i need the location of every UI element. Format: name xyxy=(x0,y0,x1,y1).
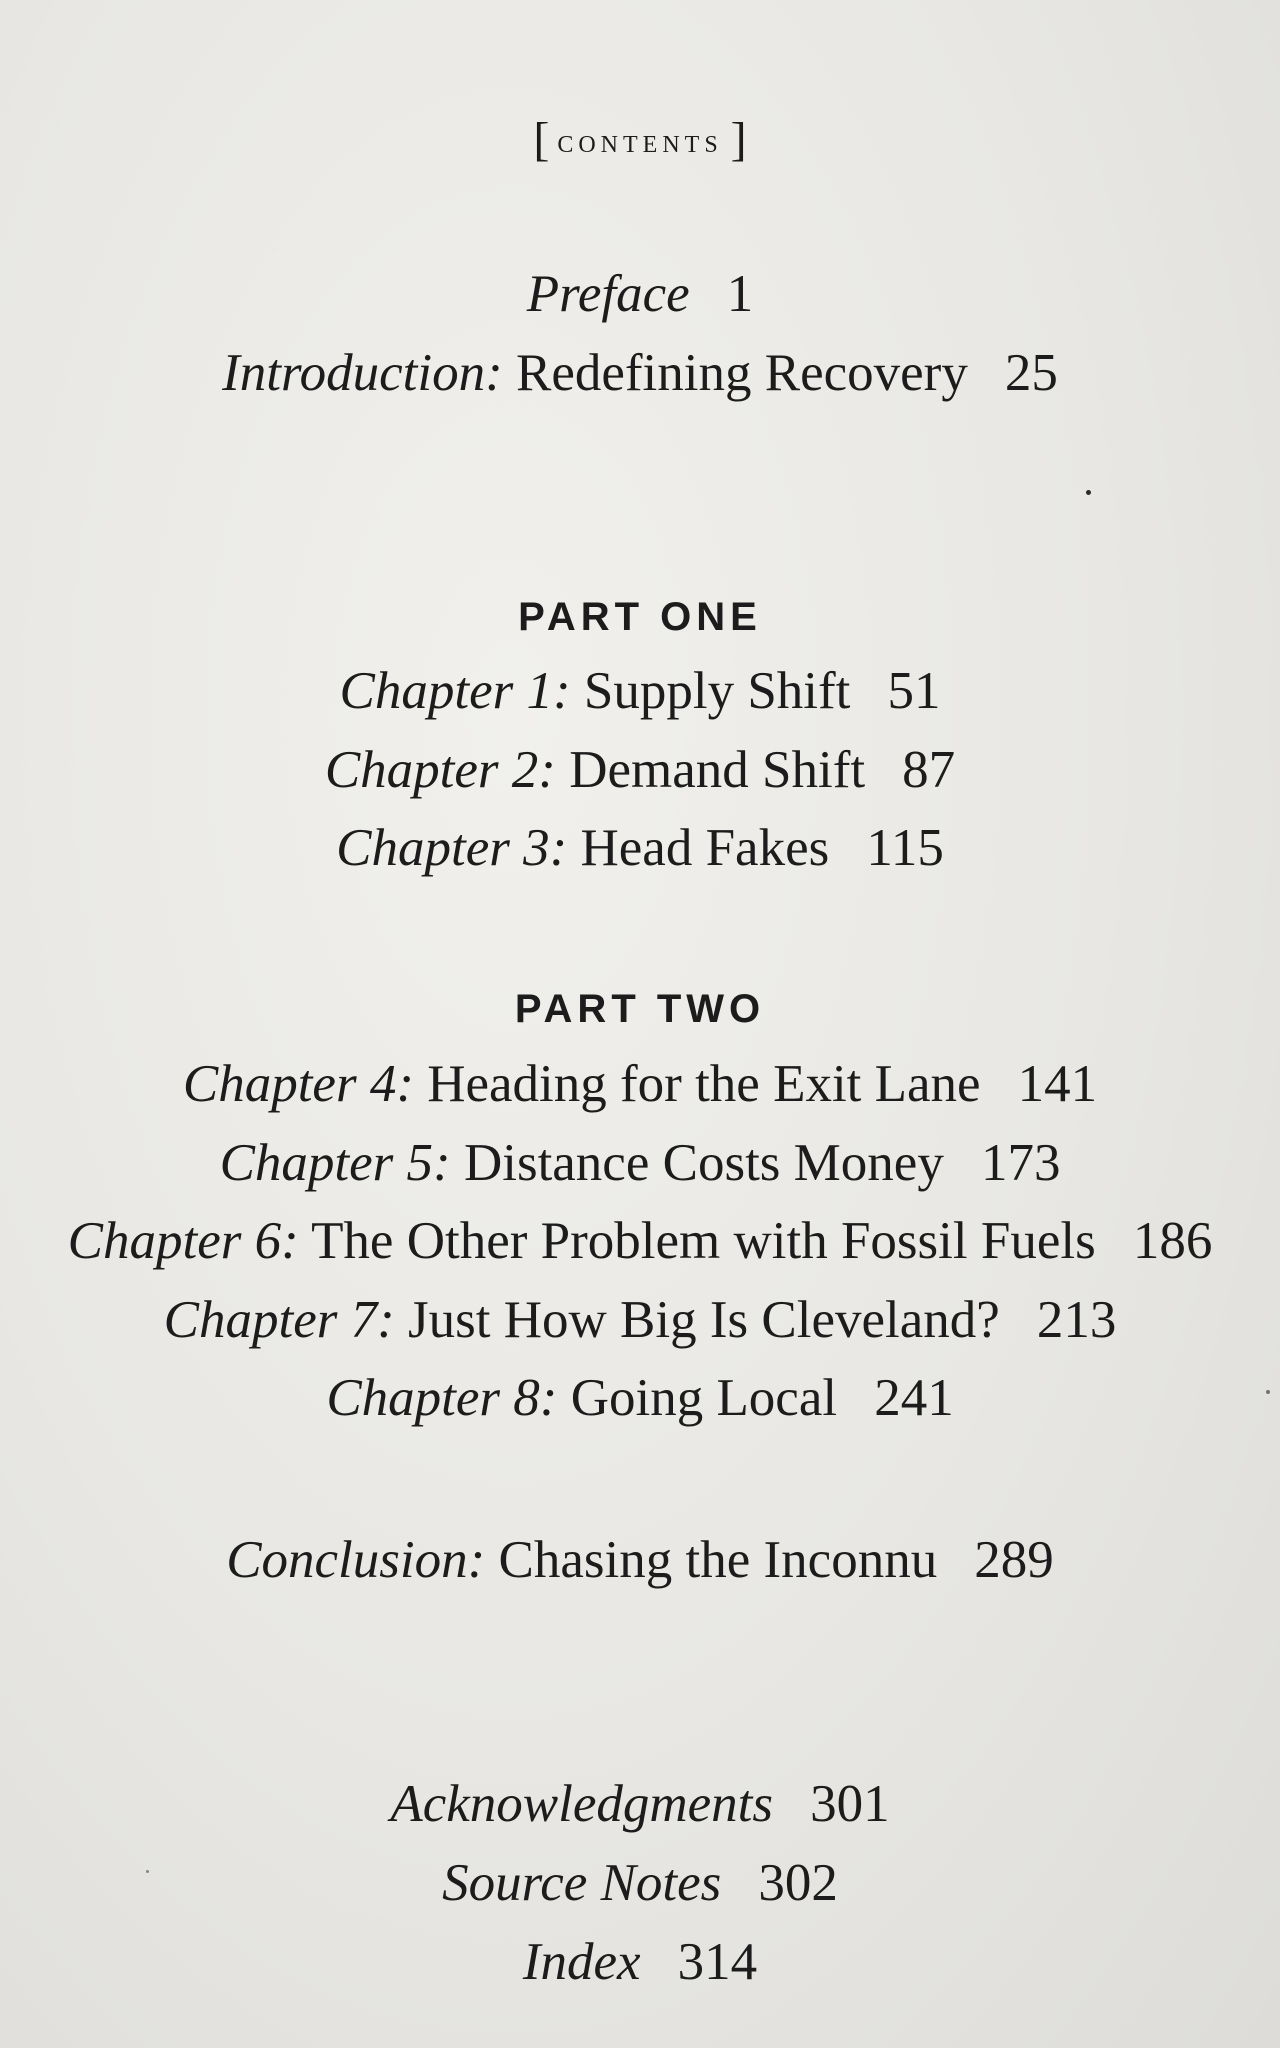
entry-title: The Other Problem with Fossil Fuels xyxy=(311,1212,1096,1270)
paper-speck xyxy=(146,1870,149,1873)
entry-page-number: 302 xyxy=(758,1854,838,1912)
entry-title: Supply Shift xyxy=(583,662,851,720)
toc-entry-index[interactable] xyxy=(0,1933,1280,1991)
entry-lead: Chapter 8: xyxy=(326,1369,558,1427)
entry-page-number: 173 xyxy=(980,1134,1061,1192)
entry-lead: Chapter 6: xyxy=(67,1212,299,1270)
part-two-heading: PART TWO xyxy=(514,987,766,1031)
contents-title: contents xyxy=(557,123,723,160)
open-bracket: [ xyxy=(533,113,550,166)
part-one-heading: PART ONE xyxy=(518,595,762,639)
entry-page-number: 87 xyxy=(902,741,956,799)
paper-speck xyxy=(1266,1390,1270,1394)
contents-heading xyxy=(0,112,1280,167)
toc-entry-chapter-1[interactable] xyxy=(0,662,1280,720)
toc-entry-chapter-6[interactable] xyxy=(0,1212,1280,1270)
entry-page-number: 1 xyxy=(726,265,754,323)
entry-lead: Chapter 1: xyxy=(339,662,571,720)
entry-lead: Acknowledgments xyxy=(390,1775,774,1833)
entry-title: Just How Big Is Cleveland? xyxy=(408,1291,1000,1349)
entry-lead: Index xyxy=(522,1933,641,1991)
entry-lead: Preface xyxy=(526,265,690,323)
toc-entry-chapter-2[interactable] xyxy=(0,741,1280,799)
entry-title: Head Fakes xyxy=(580,819,830,877)
entry-title: Demand Shift xyxy=(569,741,866,799)
paper-speck xyxy=(1086,490,1091,495)
entry-title: Heading for the Exit Lane xyxy=(427,1055,981,1113)
toc-entry-acknowledgments[interactable] xyxy=(0,1775,1280,1833)
close-bracket: ] xyxy=(730,113,747,166)
entry-page-number: 51 xyxy=(887,662,941,720)
entry-lead: Chapter 7: xyxy=(163,1291,395,1349)
toc-entry-chapter-3[interactable] xyxy=(0,819,1280,877)
entry-page-number: 301 xyxy=(810,1775,890,1833)
entry-page-number: 115 xyxy=(866,819,944,877)
entry-page-number: 213 xyxy=(1036,1291,1117,1349)
entry-title: Chasing the Inconnu xyxy=(498,1531,938,1589)
entry-title: Redefining Recovery xyxy=(516,344,968,402)
toc-entry-conclusion[interactable] xyxy=(0,1531,1280,1589)
entry-page-number: 289 xyxy=(974,1531,1054,1589)
entry-page-number: 186 xyxy=(1132,1212,1213,1270)
toc-entry-chapter-7[interactable] xyxy=(0,1291,1280,1349)
toc-entry-chapter-5[interactable] xyxy=(0,1134,1280,1192)
entry-page-number: 141 xyxy=(1017,1055,1098,1113)
toc-entry-chapter-8[interactable] xyxy=(0,1369,1280,1427)
entry-page-number: 241 xyxy=(874,1369,954,1427)
entry-page-number: 314 xyxy=(677,1933,758,1991)
entry-lead: Chapter 5: xyxy=(219,1134,451,1192)
toc-entry-introduction[interactable] xyxy=(0,344,1280,402)
entry-lead: Source Notes xyxy=(442,1854,722,1912)
entry-lead: Introduction: xyxy=(222,344,503,402)
entry-lead: Chapter 4: xyxy=(182,1055,414,1113)
entry-lead: Chapter 3: xyxy=(336,819,568,877)
toc-entry-chapter-4[interactable] xyxy=(0,1055,1280,1113)
entry-title: Going Local xyxy=(570,1369,838,1427)
entry-lead: Chapter 2: xyxy=(324,741,556,799)
entry-title: Distance Costs Money xyxy=(463,1134,944,1192)
toc-entry-source-notes[interactable] xyxy=(0,1854,1280,1912)
toc-entry-preface[interactable] xyxy=(0,265,1280,323)
entry-page-number: 25 xyxy=(1004,344,1058,402)
entry-lead: Conclusion: xyxy=(226,1531,486,1589)
